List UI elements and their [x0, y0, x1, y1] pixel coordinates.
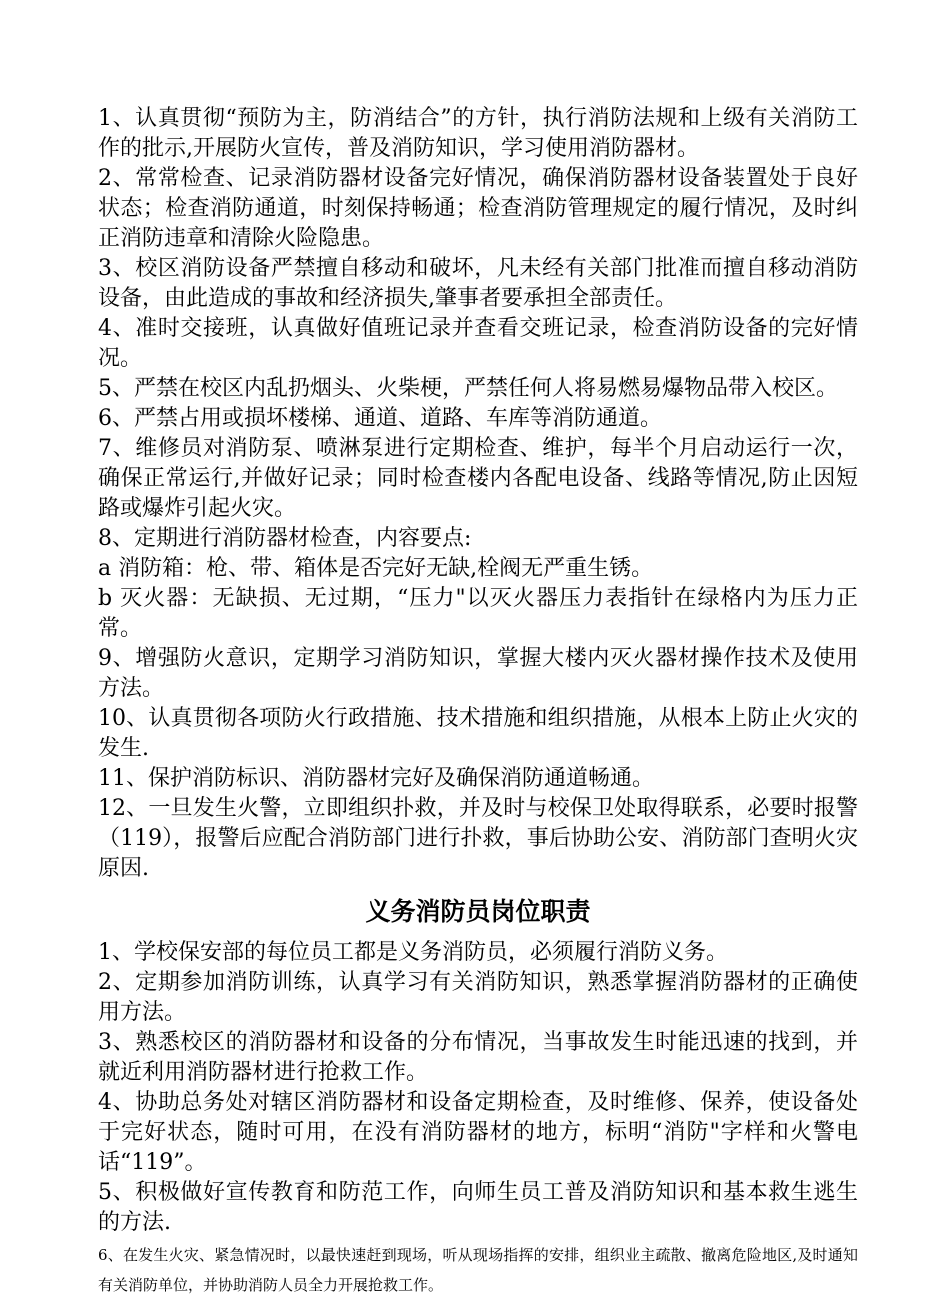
volunteer-firefighter-duties-section [98, 892, 858, 1300]
rule-item: 11、保护消防标识、消防器材完好及确保消防通道畅通。 [98, 766, 654, 791]
rule-item: 7、维修员对消防泵、喷淋泵进行定期检查、维护，每半个月启动运行一次，确保正常运行,并做好记录；同时检查楼内各配电设备、线路等情况,防止因短路或爆炸引起火灾。 [98, 436, 858, 521]
duty-item: 3、熟悉校区的消防器材和设备的分布情况，当事故发生时能迅速的找到，并就近利用消防器材进行抢救工作。 [98, 1030, 858, 1085]
duty-item: 4、协助总务处对辖区消防器材和设备定期检查，及时维修、保养，使设备处于完好状态，随时可用，在没有消防器材的地方，标明“消防"字样和火警电话“119”。 [98, 1090, 858, 1175]
rule-item: 5、严禁在校区内乱扔烟头、火柴梗，严禁任何人将易燃易爆物品带入校区。 [98, 376, 838, 401]
rule-item: 9、增强防火意识，定期学习消防知识，掌握大楼内灭火器材操作技术及使用方法。 [98, 646, 858, 701]
section-title: 义务消防员岗位职责 [365, 897, 591, 926]
duty-item: 2、定期参加消防训练，认真学习有关消防知识，熟悉掌握消防器材的正确使用方法。 [98, 970, 858, 1025]
rule-item: 8、定期进行消防器材检查，内容要点: [98, 526, 472, 551]
rule-item: 4、准时交接班，认真做好值班记录并查看交班记录，检查消防设备的完好情况。 [98, 316, 858, 371]
duty-item: 1、学校保安部的每位员工都是义务消防员，必须履行消防义务。 [98, 940, 728, 965]
rule-item: 2、常常检查、记录消防器材设备完好情况，确保消防器材设备装置处于良好状态；检查消防通道，时刻保持畅通；检查消防管理规定的履行情况，及时纠正消防违章和清除火险隐患。 [98, 166, 858, 251]
duty-item: 5、积极做好宣传教育和防范工作，向师生员工普及消防知识和基本救生逃生的方法. [98, 1180, 858, 1235]
rule-item: 12、一旦发生火警，立即组织扑救，并及时与校保卫处取得联系，必要时报警（119），报警后应配合消防部门进行扑救，事后协助公安、消防部门查明火灾原因. [98, 796, 858, 881]
rule-item: 1、认真贯彻“预防为主，防消结合”的方针，执行消防法规和上级有关消防工作的批示,开展防火宣传，普及消防知识，学习使用消防器材。 [98, 106, 858, 161]
document-page [98, 104, 858, 1300]
rule-subitem: a 消防箱：枪、带、箱体是否完好无缺,栓阀无严重生锈。 [98, 556, 654, 581]
duty-item: 6、在发生火灾、紧急情况时，以最快速赶到现场，听从现场指挥的安排，组织业主疏散、撤离危险地区,及时通知有关消防单位，并协助消防人员全力开展抢救工作。 [98, 1246, 858, 1294]
rule-item: 3、校区消防设备严禁擅自移动和破坏，凡未经有关部门批准而擅自移动消防设备，由此造成的事故和经济损失,肇事者要承担全部责任。 [98, 256, 858, 311]
fire-safety-rules-section [98, 104, 858, 884]
rule-item: 6、严禁占用或损坏楼梯、通道、道路、车库等消防通道。 [98, 406, 662, 431]
rule-subitem: b 灭火器：无缺损、无过期，“压力"以灭火器压力表指针在绿格内为压力正常。 [98, 586, 858, 641]
rule-item: 10、认真贯彻各项防火行政措施、技术措施和组织措施，从根本上防止火灾的发生. [98, 706, 858, 761]
